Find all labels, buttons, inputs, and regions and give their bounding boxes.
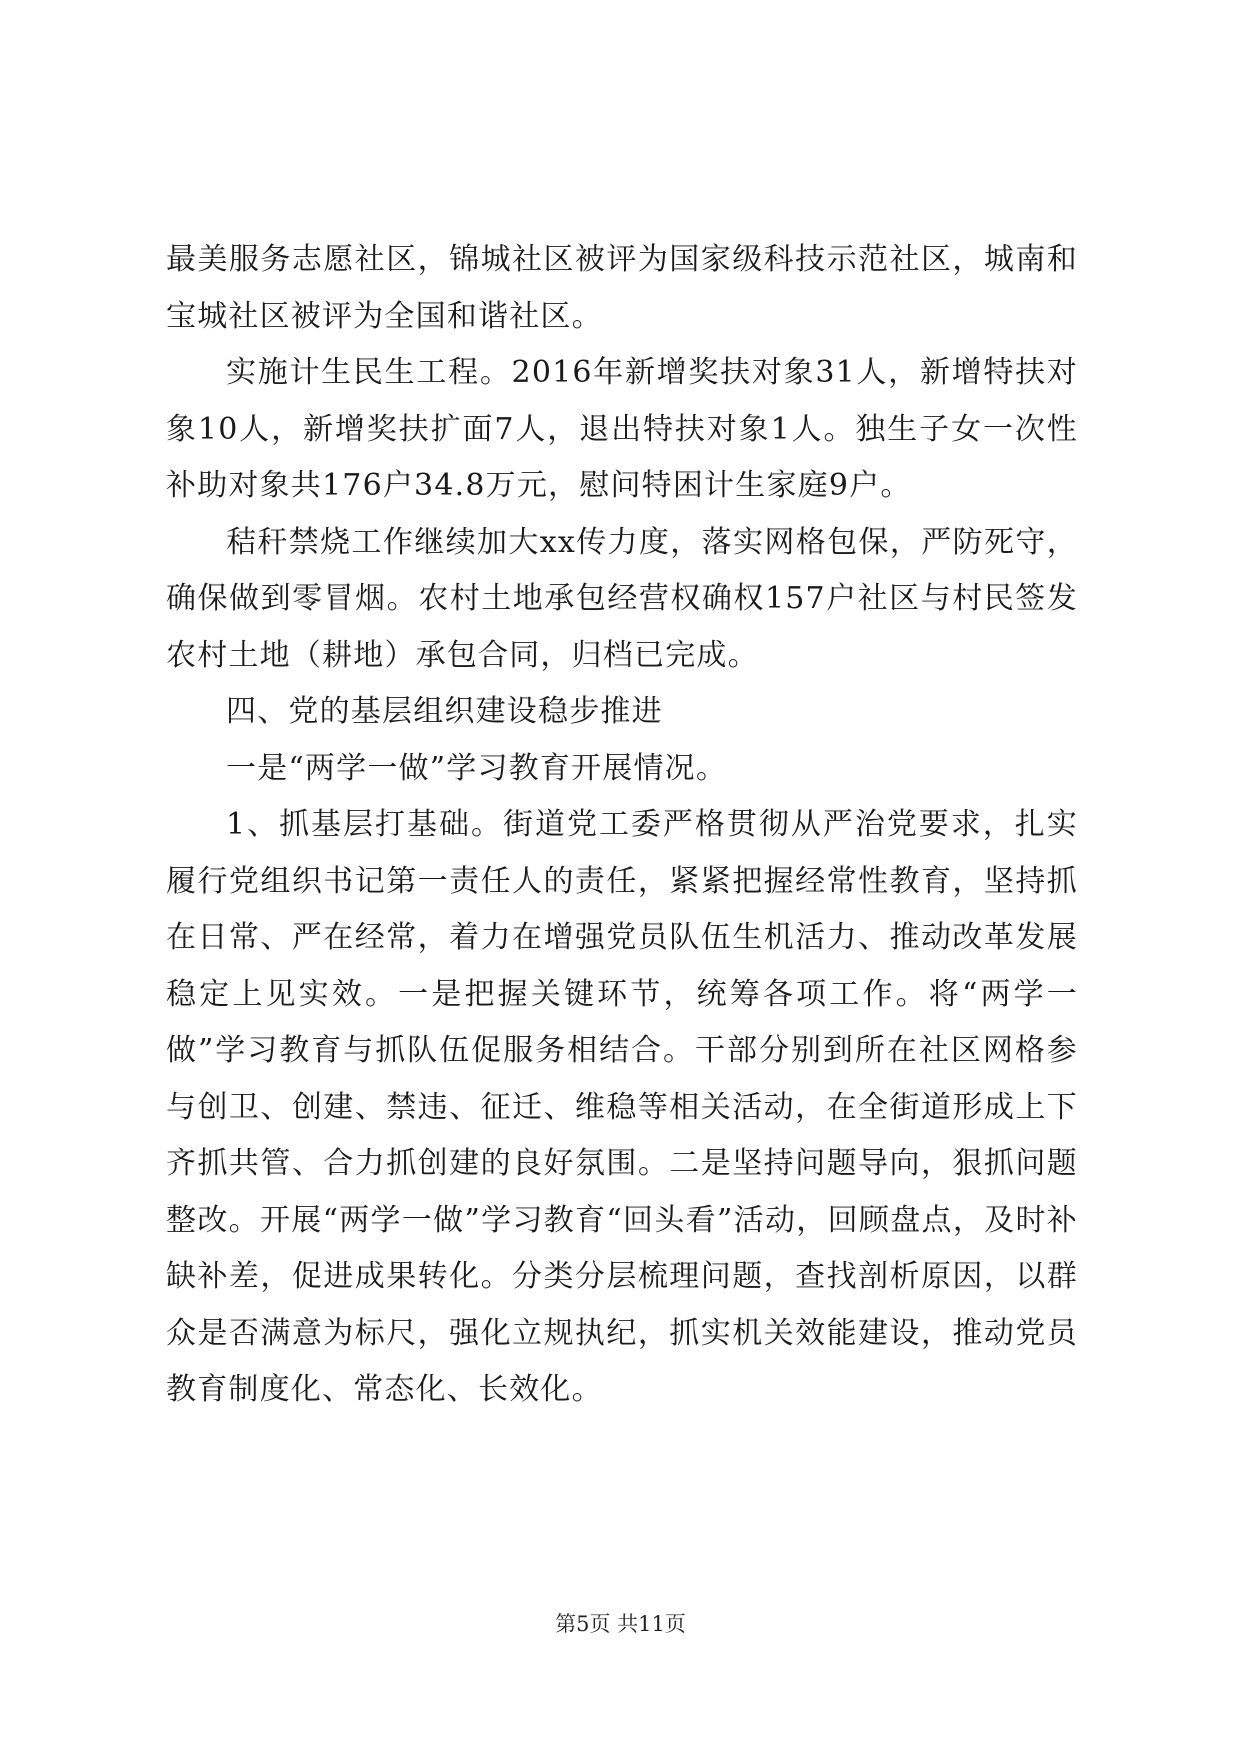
document-body (166, 232, 1078, 1419)
paragraph-3: 秸秆禁烧工作继续加大xx传力度，落实网格包保，严防死守，确保做到零冒烟。农村土地承包经营权确权157户社区与村民签发农村土地（耕地）承包合同，归档已完成。 (166, 524, 1078, 673)
paragraph-1: 最美服务志愿社区，锦城社区被评为国家级科技示范社区，城南和宝城社区被评为全国和谐社区。 (166, 242, 1078, 334)
page-number-footer: 第5页 共11页 (555, 1612, 686, 1636)
paragraph-6: 1、抓基层打基础。街道党工委严格贯彻从严治党要求，扎实履行党组织书记第一责任人的责任，紧紧把握经常性教育，坚持抓在日常、严在经常，着力在增强党员队伍生机活力、推动改革发展稳定上见实效。一是把握关键环节，统筹各项工作。将“两学一做”学习教育与抓队伍促服务相结合。干部分别到所在社区网格参与创卫、创建、禁违、征迁、维稳等相关活动，在全街道形成上下齐抓共管、合力抓创建的良好氛围。二是坚持问题导向，狠抓问题整改。开展“两学一做”学习教育“回头看”活动，回顾盘点，及时补缺补差，促进成果转化。分类分层梳理问题，查找剖析原因，以群众是否满意为标尺，强化立规执纪，抓实机关效能建设，推动党员教育制度化、常态化、长效化。 (166, 807, 1078, 1407)
section-heading: 四、党的基层组织建设稳步推进 (226, 694, 663, 729)
paragraph-2: 实施计生民生工程。2016年新增奖扶对象31人，新增特扶对象10人，新增奖扶扩面7人，退出特扶对象1人。独生子女一次性补助对象共176户34.8万元，慰问特困计生家庭9户。 (166, 355, 1078, 503)
subsection-heading: 一是“两学一做”学习教育开展情况。 (226, 750, 728, 786)
